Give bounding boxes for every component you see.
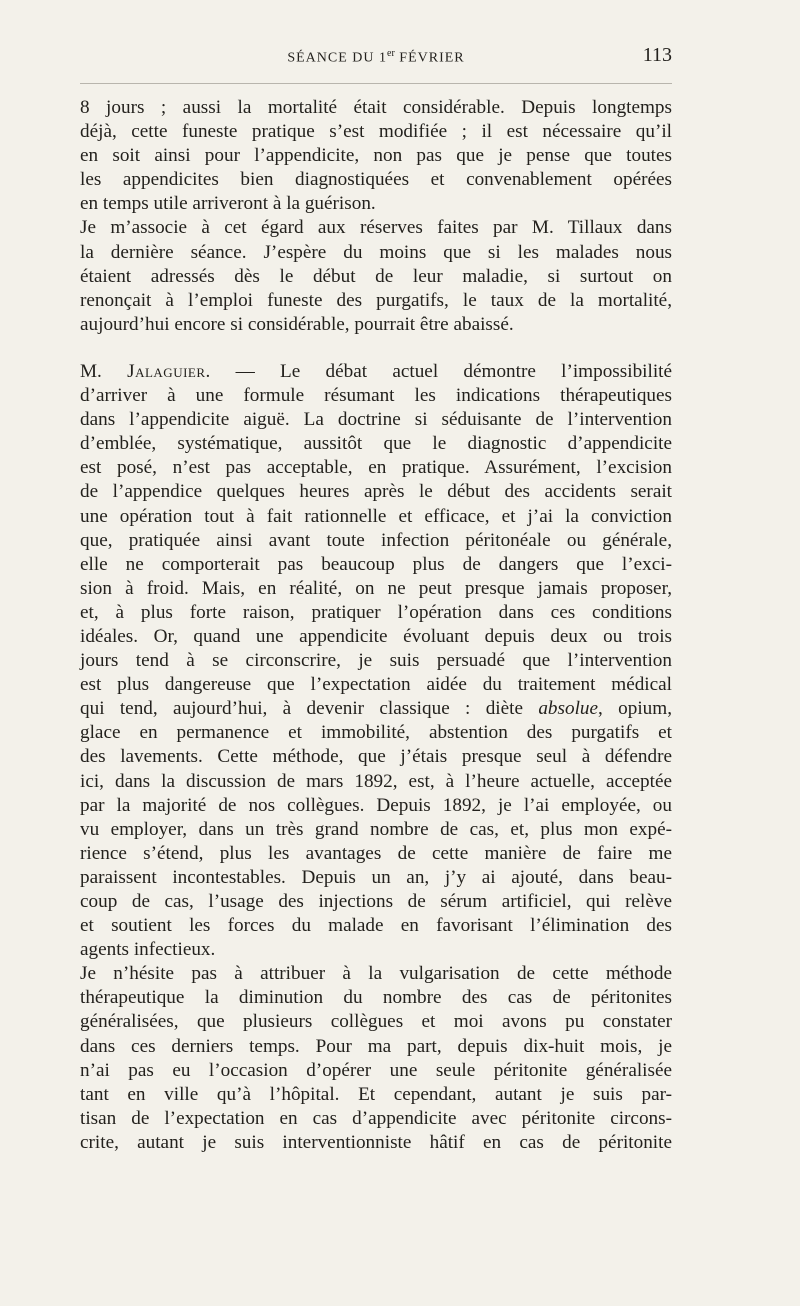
text-line: glace en permanence et immobilité, abstention des purgatifs et — [80, 722, 672, 744]
text-line: elle ne comporterait pas beaucoup plus de dangers que l’exci- — [80, 553, 672, 575]
text-line: renonçait à l’emploi funeste des purgatifs, le taux de la mortalité, — [80, 289, 672, 311]
text-line: est posé, n’est pas acceptable, en pratique. Assurément, l’excision — [80, 457, 672, 479]
text-line: et soutient les forces du malade en favorisant l’élimination des — [80, 915, 672, 937]
text-line: ici, dans la discussion de mars 1892, est, à l’heure actuelle, acceptée — [80, 770, 672, 792]
text-line: en soit ainsi pour l’appendicite, non pas que je pense que toutes — [80, 145, 672, 167]
speaker-prefix: M. — [80, 360, 128, 382]
diet-line-end: , opium, — [598, 698, 672, 720]
text-line: de l’appendice quelques heures après le début des accidents serait — [80, 481, 672, 503]
text-line: en temps utile arriveront à la guérison. — [80, 193, 376, 215]
text-line: généralisées, que plusieurs collègues et moi avons pu constater — [80, 1011, 672, 1033]
text-line: d’emblée, systématique, aussitôt que le diagnostic d’appendicite — [80, 433, 672, 455]
running-title-superscript: er — [387, 48, 395, 59]
text-line: par la majorité de nos collègues. Depuis 1892, je l’ai employée, ou — [80, 794, 672, 816]
text-line: les appendicites bien diagnostiquées et convenablement opérées — [80, 169, 672, 191]
page-number: 113 — [642, 44, 672, 66]
text-line: sion à froid. Mais, en réalité, on ne peut presque jamais proposer, — [80, 577, 672, 599]
text-line: thérapeutique la diminution du nombre des cas de péritonites — [80, 987, 672, 1009]
text-line: vu employer, dans un très grand nombre de cas, et, plus mon expé- — [80, 818, 672, 840]
text-line: agents infectieux. — [80, 939, 216, 961]
text-line: dans l’appendicite aiguë. La doctrine si séduisante de l’intervention — [80, 409, 672, 431]
text-line: déjà, cette funeste pratique s’est modifiée ; il est nécessaire qu’il — [80, 121, 672, 143]
text-line: que, pratiquée ainsi avant toute infection péritonéale ou générale, — [80, 529, 672, 551]
text-line: paraissent incontestables. Depuis un an, j’y ai ajouté, dans beau- — [80, 866, 672, 888]
text-line: crite, autant je suis interventionniste hâtif en cas de péritonite — [80, 1131, 672, 1153]
text-line: la dernière séance. J’espère du moins que si les malades nous — [80, 241, 672, 263]
text-line: étaient adressés dès le début de leur maladie, si surtout on — [80, 265, 672, 287]
text-line: idéales. Or, quand une appendicite évoluant depuis deux ou trois — [80, 625, 672, 647]
header-rule — [80, 83, 672, 84]
running-title-month: FÉVRIER — [394, 50, 465, 66]
diet-line-start: qui tend, aujourd’hui, à devenir classique : diète — [80, 698, 539, 720]
paragraph-gap — [80, 337, 672, 360]
text-line: Je n’hésite pas à attribuer à la vulgarisation de cette méthode — [80, 963, 672, 985]
text-line — [80, 697, 672, 721]
text-line: est plus dangereuse que l’expectation aidée du traitement médical — [80, 674, 672, 696]
text-line: des lavements. Cette méthode, que j’étais presque seul à défendre — [80, 746, 672, 768]
running-title — [80, 48, 672, 67]
text-line: dans ces derniers temps. Pour ma part, depuis dix-huit mois, je — [80, 1035, 672, 1057]
body-text — [80, 96, 672, 1155]
italic-word: absolue — [538, 698, 599, 720]
text-line: coup de cas, l’usage des injections de sérum artificiel, qui relève — [80, 891, 672, 912]
running-head — [80, 44, 672, 74]
text-line — [80, 360, 672, 384]
text-line: d’arriver à une formule résumant les indications thérapeutiques — [80, 385, 672, 407]
speaker-line-rest: . — Le débat actuel démontre l’impossibilité — [205, 360, 672, 382]
speaker-name: Jalaguier — [127, 360, 206, 382]
text-line: tisan de l’expectation en cas d’appendicite avec péritonite circons- — [80, 1107, 672, 1129]
text-line: Je m’associe à cet égard aux réserves faites par M. Tillaux dans — [80, 217, 672, 239]
text-line: jours tend à se circonscrire, je suis persuadé que l’intervention — [80, 650, 672, 672]
text-line: aujourd’hui encore si considérable, pourrait être abaissé. — [80, 313, 514, 335]
text-line: 8 jours ; aussi la mortalité était considérable. Depuis longtemps — [80, 97, 672, 118]
text-line: rience s’étend, plus les avantages de cette manière de faire me — [80, 842, 672, 864]
running-title-main: SÉANCE DU 1 — [287, 50, 388, 66]
text-line: n’ai pas eu l’occasion d’opérer une seule péritonite généralisée — [80, 1059, 672, 1081]
text-line: tant en ville qu’à l’hôpital. Et cependant, autant je suis par- — [80, 1083, 672, 1105]
text-line: et, à plus forte raison, pratiquer l’opération dans ces conditions — [80, 601, 672, 623]
text-line: une opération tout à fait rationnelle et efficace, et j’ai la conviction — [80, 505, 672, 527]
